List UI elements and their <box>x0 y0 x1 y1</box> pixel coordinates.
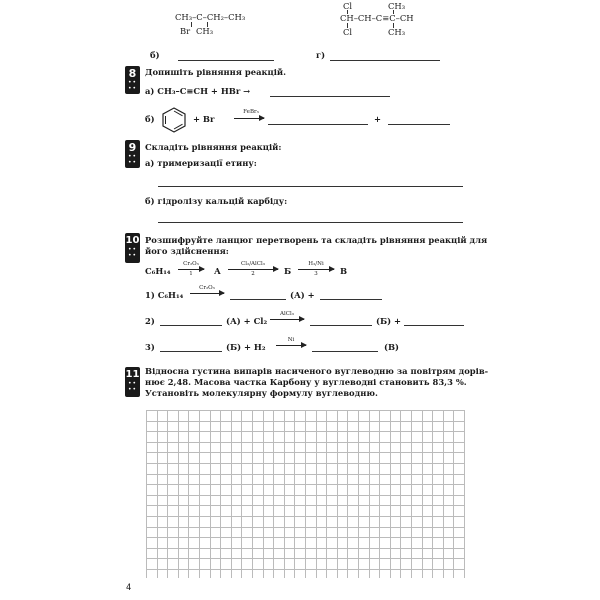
reaction-arrow <box>270 319 304 320</box>
task8-b-catalyst: FeBr₃ <box>243 109 259 115</box>
eq2-start: 2) <box>145 316 155 326</box>
chain-arrow1-num: 1 <box>189 271 193 277</box>
reaction-arrow <box>190 293 224 294</box>
grid-line <box>146 474 464 475</box>
answer-label-g: г) <box>316 50 326 60</box>
task10-title-line2: його здійснення: <box>145 246 229 256</box>
task-badge-11: 11 •• •• <box>125 367 140 397</box>
eq3-mid: (Б) + H₂ <box>226 342 266 352</box>
chain-V: В <box>340 266 348 276</box>
chain-arrow1-label: Cr₂O₃ <box>183 261 199 267</box>
eq3-V: (В) <box>384 342 400 352</box>
eq2-B: (Б) + <box>376 316 402 326</box>
reaction-arrow <box>298 269 334 270</box>
formula-left-br: Br <box>180 26 191 36</box>
task8-b-answer-line-2[interactable] <box>388 124 450 125</box>
eq3-start: 3) <box>145 342 155 352</box>
eq1-answer-line-2[interactable] <box>320 299 382 300</box>
eq2-catalyst: AlCl₃ <box>280 311 294 317</box>
formula-right-top-cl: Cl <box>343 1 353 11</box>
grid-line <box>146 495 464 496</box>
task8-a-answer-line[interactable] <box>270 96 390 97</box>
eq2-mid: (А) + Cl₂ <box>226 316 268 326</box>
answer-line-g[interactable] <box>330 60 440 61</box>
formula-right-bottom-ch3: CH₃ <box>388 27 406 37</box>
grid-line <box>146 431 464 432</box>
reaction-arrow <box>178 269 204 270</box>
grid-line <box>146 516 464 517</box>
task9-b-label: б) гідролізу кальцій карбіду: <box>145 196 288 206</box>
chain-A: А <box>214 266 221 276</box>
task8-a-label: а) CH₃–C≡CH + HBr → <box>145 86 251 96</box>
task11-line1: Відносна густина випарів насиченого вуглеводню за повітрям дорів- <box>145 366 489 376</box>
formula-right-top-ch3: CH₃ <box>388 1 406 11</box>
task9-b-answer-line[interactable] <box>158 222 463 223</box>
task10-title-line1: Розшифруйте ланцюг перетворень та складіть рівняння реакцій для <box>145 235 488 245</box>
chain-arrow3-label: H₂/Ni <box>308 261 324 267</box>
grid-line <box>146 558 464 559</box>
formula-right-main: CH–CH–C≡C–CH <box>340 13 414 23</box>
task9-a-label: а) тримеризації етину: <box>145 158 257 168</box>
eq1-catalyst: Cr₂O₃ <box>199 285 215 291</box>
task-badge-10: 10 •• •• <box>125 233 140 263</box>
task-badge-9: 9 •• •• <box>125 140 140 168</box>
chain-arrow3-num: 3 <box>314 271 318 277</box>
grid-line <box>146 442 464 443</box>
reaction-arrow <box>276 345 306 346</box>
task9-a-answer-line[interactable] <box>158 186 463 187</box>
eq2-answer-line-1[interactable] <box>160 325 222 326</box>
answer-line-b[interactable] <box>178 60 274 61</box>
task8-b-answer-line-1[interactable] <box>268 124 368 125</box>
eq3-answer-line-1[interactable] <box>160 351 222 352</box>
task11-line3: Установіть молекулярну формулу вуглеводню. <box>145 388 378 398</box>
chain-arrow2-num: 2 <box>251 271 255 277</box>
eq2-answer-line-2[interactable] <box>310 325 372 326</box>
answer-label-b: б) <box>150 50 160 60</box>
reaction-arrow <box>228 269 278 270</box>
chain-arrow2-label: Cl₂/AlCl₃ <box>241 261 265 267</box>
task9-title: Складіть рівняння реакцій: <box>145 142 282 152</box>
task8-b-label: б) <box>145 114 155 124</box>
grid-line <box>146 421 464 422</box>
chain-start: C₆H₁₄ <box>145 266 171 276</box>
eq2-answer-line-3[interactable] <box>404 325 464 326</box>
grid-line <box>146 527 464 528</box>
grid-line <box>146 537 464 538</box>
benzene-ring-icon <box>161 106 187 134</box>
page-number: 4 <box>126 582 132 592</box>
grid-line <box>146 463 464 464</box>
task11-line2: нює 2,48. Масова частка Карбону у вуглеводні становить 83,3 %. <box>145 377 467 387</box>
grid-line <box>146 569 464 570</box>
grid-line <box>146 452 464 453</box>
task8-title: Допишіть рівняння реакцій. <box>145 67 287 77</box>
eq1-answer-line-1[interactable] <box>230 299 286 300</box>
bond-line <box>191 22 192 27</box>
eq3-answer-line-2[interactable] <box>312 351 378 352</box>
grid-line <box>146 505 464 506</box>
grid-line <box>146 484 464 485</box>
chain-B: Б <box>284 266 292 276</box>
task8-b-plus: + <box>374 114 382 124</box>
answer-grid[interactable] <box>146 410 464 578</box>
task-badge-8: 8 •• •• <box>125 66 140 94</box>
grid-line <box>146 548 464 549</box>
reaction-arrow <box>234 118 264 119</box>
grid-line <box>464 410 465 578</box>
grid-line <box>146 410 464 411</box>
task8-b-reactant: + Br <box>193 114 215 124</box>
formula-left-ch3: CH₃ <box>196 26 214 36</box>
eq1-start: 1) C₆H₁₄ <box>145 290 184 300</box>
formula-left-main: CH₃–C–CH₂–CH₃ <box>175 12 246 22</box>
formula-right-bottom-cl: Cl <box>343 27 353 37</box>
eq3-catalyst: Ni <box>287 337 295 343</box>
eq1-A: (А) + <box>290 290 315 300</box>
